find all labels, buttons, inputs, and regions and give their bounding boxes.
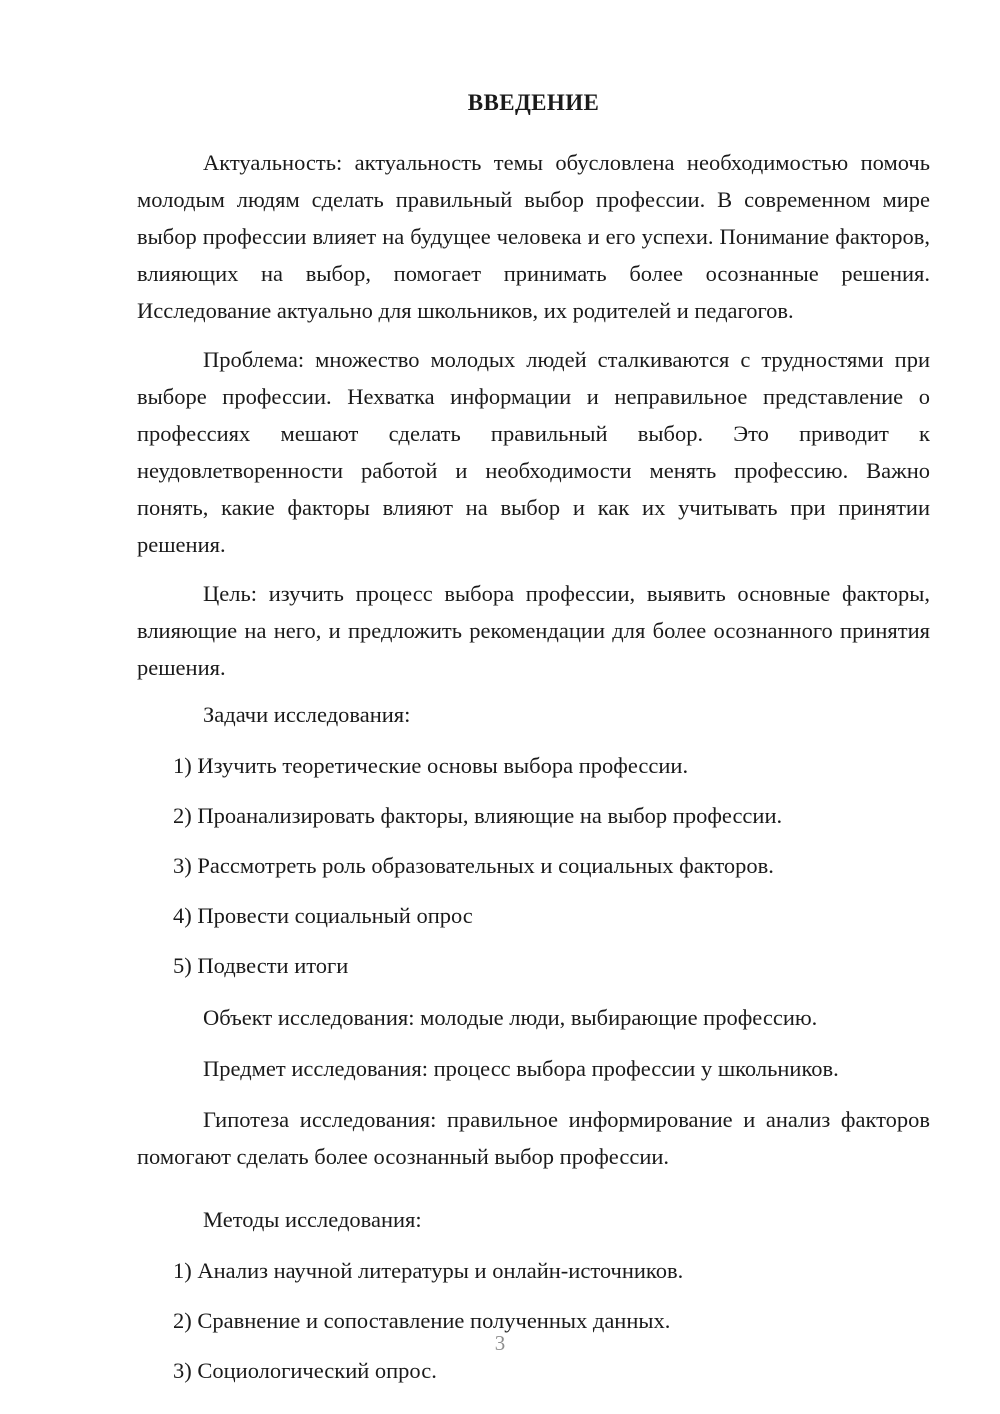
list-item: 2) Проанализировать факторы, влияющие на выбор профессии. — [173, 803, 783, 828]
paragraph-subject: Предмет исследования: процесс выбора профессии у школьников. — [203, 1056, 839, 1081]
methods-list — [137, 1252, 930, 1389]
spacer — [137, 1187, 930, 1201]
methods-label: Методы исследования: — [203, 1207, 422, 1232]
list-item: 4) Провести социальный опрос — [173, 903, 473, 928]
list-item: 3) Рассмотреть роль образовательных и социальных факторов. — [173, 853, 774, 878]
paragraph-goal: Цель: изучить процесс выбора профессии, выявить основные факторы, влияющие на него, и предложить рекомендации для более осознанного принятия решения. — [137, 581, 930, 680]
paragraph-problem: Проблема: множество молодых людей сталкиваются с трудностями при выборе профессии. Нехватка информации и неправильное представление о профессиях мешают сделать правильный выбор. Это приводит к неудовлетворенности работой и необходимости менять профессию. Важно понять, какие факторы влияют на выбор и как их учитывать при принятии решения. — [137, 347, 930, 557]
paragraph-hypothesis: Гипотеза исследования: правильное информирование и анализ факторов помогают сделать более осознанный выбор профессии. — [137, 1107, 930, 1169]
tasks-label: Задачи исследования: — [203, 702, 411, 727]
spacer — [137, 990, 930, 999]
list-item: 2) Сравнение и сопоставление полученных данных. — [173, 1308, 671, 1333]
list-item: 1) Анализ научной литературы и онлайн-источников. — [173, 1258, 684, 1283]
list-item: 3) Социологический опрос. — [173, 1358, 437, 1383]
list-item: 5) Подвести итоги — [173, 953, 349, 978]
paragraph-object: Объект исследования: молодые люди, выбирающие профессию. — [203, 1005, 818, 1030]
page-title: ВВЕДЕНИЕ — [467, 90, 600, 115]
page-number: 3 — [494, 1331, 506, 1355]
tasks-list — [137, 747, 930, 984]
list-item: 1) Изучить теоретические основы выбора профессии. — [173, 753, 689, 778]
document-body — [137, 88, 930, 1395]
paragraph-relevance: Актуальность: актуальность темы обусловлена необходимостью помочь молодым людям сделать правильный выбор профессии. В современном мире выбор профессии влияет на будущее человека и его успехи. Понимание факторов, влияющих на выбор, помогает принимать более осознанные решения. Исследование актуально для школьников, их родителей и педагогов. — [137, 150, 930, 323]
